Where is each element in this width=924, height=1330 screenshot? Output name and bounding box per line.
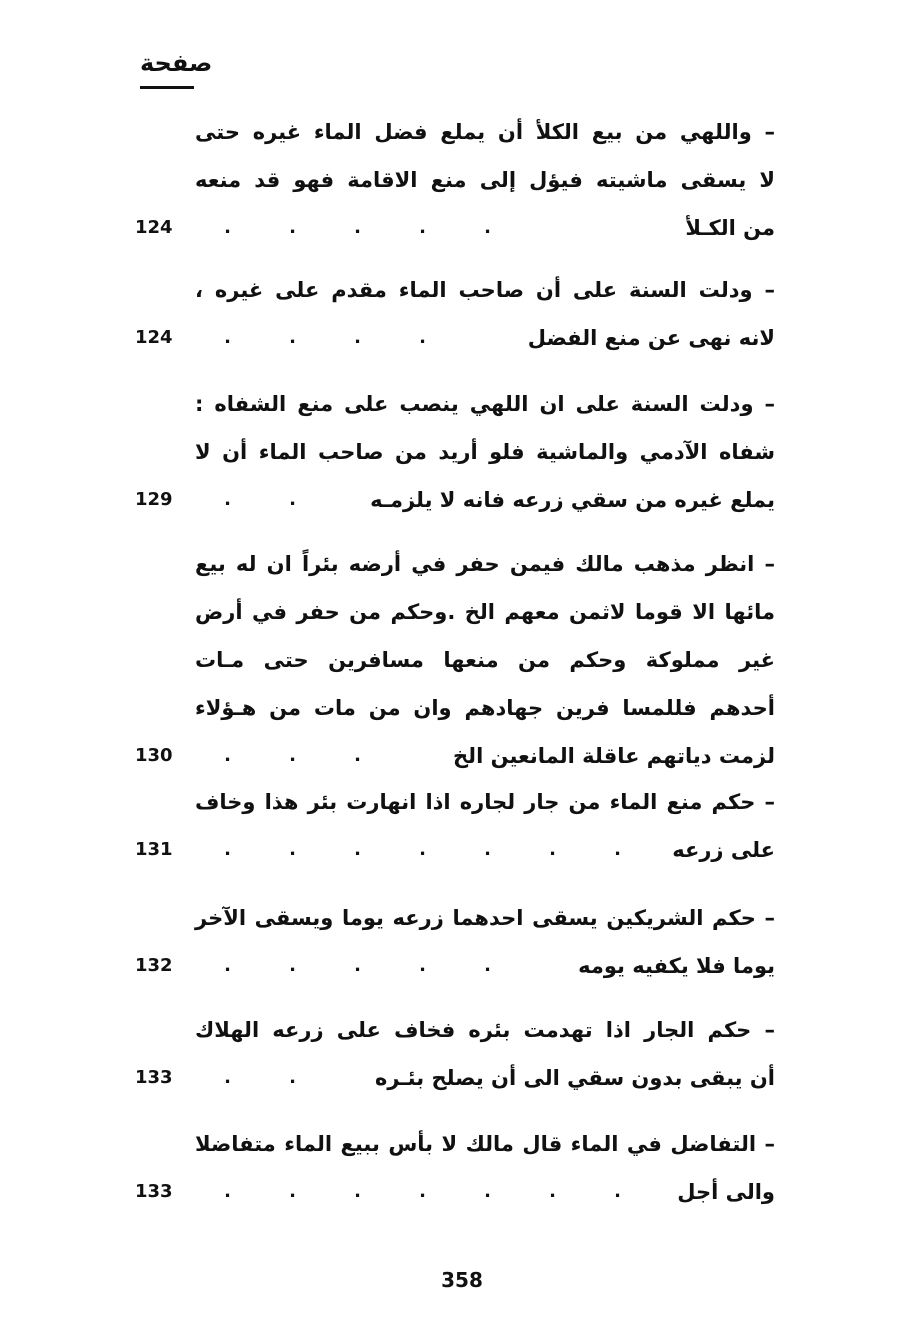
entry-text: – حكم منع الماء من جار لجاره اذا انهارت بئر هذا وخاف (195, 790, 775, 814)
entry-text: – حكم الجار اذا تهدمت بئره فخاف على زرعه الهلاك (195, 1018, 775, 1042)
leader-dots: . . . . . . . (224, 839, 621, 860)
entry-line (135, 380, 775, 428)
entry-text: – التفاضل في الماء قال مالك لا بأس ببيع الماء متفاضلا (195, 1132, 775, 1156)
page-reference: 133 (135, 1067, 173, 1088)
entry-text: على زرعه (672, 838, 775, 862)
entry-line (135, 266, 775, 314)
page-number: 358 (441, 1268, 483, 1292)
entry-text: – واللهي من بيع الكلأ أن يملع فضل الماء غيره حتى (195, 120, 775, 144)
entry-line (135, 684, 775, 732)
entry-line (135, 826, 775, 874)
index-entry (135, 266, 775, 362)
leader-dots: . . . . . . . (224, 1181, 621, 1202)
entry-text: – ودلت السنة على أن صاحب الماء مقدم على غيره ، (195, 278, 775, 302)
entry-line (135, 778, 775, 826)
index-entry (135, 380, 775, 524)
page-reference: 130 (135, 745, 173, 766)
page-reference: 133 (135, 1181, 173, 1202)
entry-line (135, 428, 775, 476)
leader-dots: . . (224, 489, 296, 510)
leader-dots: . . . . . (224, 217, 491, 238)
entry-text: شفاه الآدمي والماشية فلو أريد من صاحب الماء أن لا (195, 440, 775, 464)
page-reference: 132 (135, 955, 173, 976)
index-entry (135, 1120, 775, 1216)
entry-text: يوما فلا يكفيه يومه (578, 954, 775, 978)
entry-text: والى أجل (677, 1180, 775, 1204)
index-entry (135, 540, 775, 780)
page-reference: 131 (135, 839, 173, 860)
entry-line (135, 1006, 775, 1054)
entry-line (135, 588, 775, 636)
entry-line (135, 204, 775, 252)
entry-text: مائها الا قوما لاثمن معهم الخ .وحكم من حفر في أرض (195, 600, 775, 624)
entry-line (135, 156, 775, 204)
entry-line (135, 1054, 775, 1102)
leader-dots: . . . . (224, 327, 426, 348)
leader-dots: . . (224, 1067, 296, 1088)
page-reference: 124 (135, 327, 173, 348)
page-column-label: صفحة (140, 49, 213, 77)
entry-text: لانه نهى عن منع الفضل (527, 326, 775, 350)
entry-text: لزمت دياتهم عاقلة المانعين الخ (453, 744, 775, 768)
entry-line (135, 636, 775, 684)
entry-text: لا يسقى ماشيته فيؤل إلى منع الاقامة فهو قد منعه (195, 168, 775, 192)
entry-text: أحدهم فللمسا فرين جهادهم وان من مات من هـؤلاء (195, 696, 775, 720)
entry-line (135, 1168, 775, 1216)
index-entry (135, 1006, 775, 1102)
entry-line (135, 476, 775, 524)
index-entry (135, 108, 775, 252)
entry-text: – حكم الشريكين يسقى احدهما زرعه يوما ويسقى الآخر (195, 906, 775, 930)
entry-text: يملع غيره من سقي زرعه فانه لا يلزمـه (370, 488, 775, 512)
leader-dots: . . . (224, 745, 361, 766)
page-reference: 129 (135, 489, 173, 510)
entry-text: غير مملوكة وحكم من منعها مسافرين حتى مـات (195, 648, 775, 672)
page-reference: 124 (135, 217, 173, 238)
leader-dots: . . . . . (224, 955, 491, 976)
entry-text: من الكـلأ (685, 216, 775, 240)
entry-line (135, 108, 775, 156)
entry-line (135, 942, 775, 990)
entry-line (135, 732, 775, 780)
entry-line (135, 314, 775, 362)
index-entry (135, 778, 775, 874)
index-entry (135, 894, 775, 990)
entry-line (135, 540, 775, 588)
column-header (140, 48, 213, 78)
entry-line (135, 894, 775, 942)
entry-text: أن يبقى بدون سقي الى أن يصلح بئـره (375, 1066, 775, 1090)
entry-text: – انظر مذهب مالك فيمن حفر في أرضه بئراً ان له بيع (195, 552, 775, 576)
entry-line (135, 1120, 775, 1168)
entry-text: – ودلت السنة على ان اللهي ينصب على منع الشفاه : (195, 392, 775, 416)
header-underline (140, 86, 194, 89)
